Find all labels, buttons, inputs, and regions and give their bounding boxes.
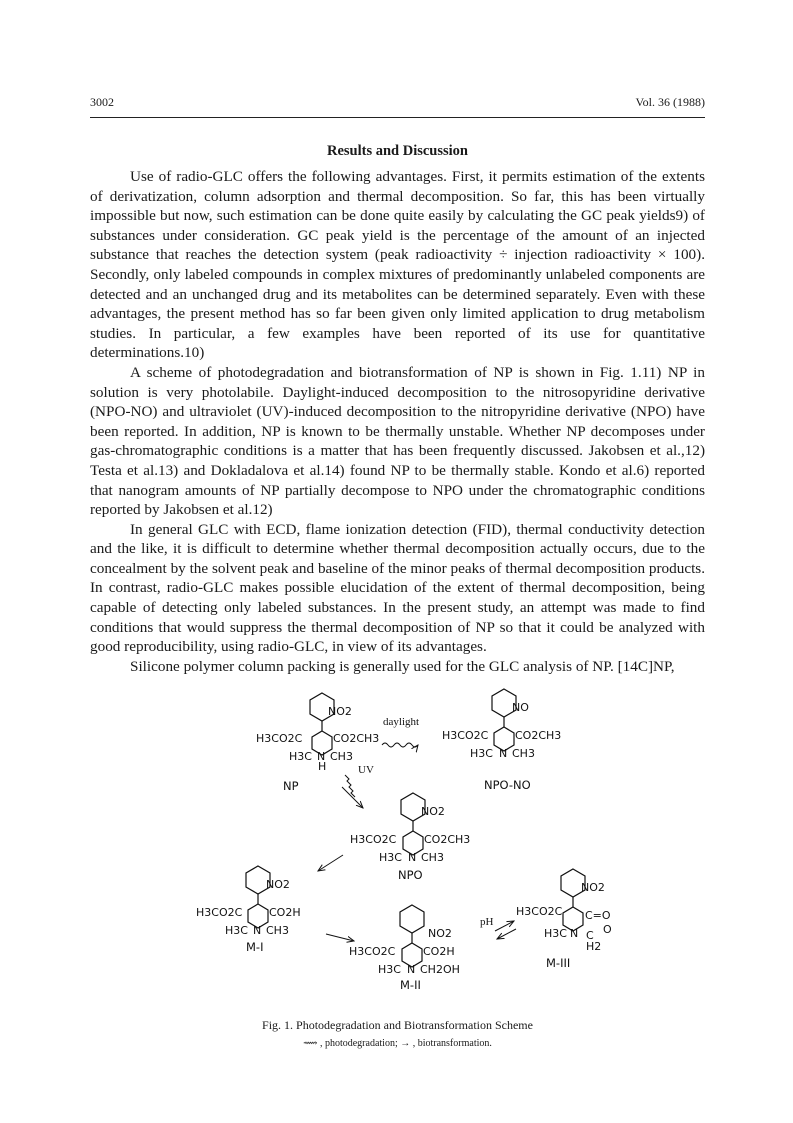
npo-ring-left: H3C (379, 851, 402, 864)
m1-to-m2-arrow (326, 934, 354, 941)
journal-volume: Vol. 36 (1988) (635, 95, 705, 109)
body-text (90, 167, 705, 676)
np-ring-h: H (318, 760, 327, 773)
np-ester-left: H3CO2C (256, 732, 303, 745)
np-substituent: NO2 (328, 705, 352, 718)
m3-lactone-o: O (603, 923, 612, 936)
npo-ring-right: CH3 (421, 851, 444, 864)
npo-label: NPO (398, 868, 423, 882)
npo-no-substituent: NO (512, 701, 529, 714)
npo-substituent: NO2 (421, 805, 445, 818)
m1-label: M-I (246, 940, 264, 954)
m3-lactone-h2: H2 (586, 940, 602, 953)
m2-ring-left: H3C (378, 963, 401, 976)
np-label: NP (283, 779, 299, 793)
m3-lactone-c: C (586, 929, 594, 942)
m1-ring-n: N (253, 924, 262, 937)
m1-substituent: NO2 (266, 878, 290, 891)
m3-substituent: NO2 (581, 881, 605, 894)
daylight-arrow (382, 716, 419, 747)
daylight-label: daylight (383, 716, 420, 728)
figure-legend: ⟿ , photodegradation; → , biotransformation. (303, 1038, 492, 1049)
m2-ring-right: CH2OH (420, 963, 460, 976)
section-title: Results and Discussion (326, 143, 468, 159)
m3-label: M-III (546, 956, 571, 970)
m1-ester-right: CO2H (269, 906, 301, 919)
npo-no-ring-right: CH3 (512, 747, 535, 760)
m3-ester-left: H3CO2C (516, 905, 563, 918)
page-number: 3002 (90, 95, 114, 109)
m2-substituent: NO2 (428, 927, 452, 940)
header-rule (90, 117, 705, 118)
np-ring-n: N (317, 750, 326, 763)
npo-ester-left: H3CO2C (350, 833, 397, 846)
scheme-figure (160, 683, 640, 993)
npo-no-label: NPO-NO (484, 778, 531, 792)
paragraph-2: A scheme of photodegradation and biotransformation of NP is shown in Fig. 1.11) NP in solution is very photolabile. Daylight-induced decomposition to the nitrosopyridine derivative (NPO-NO) and ultraviolet (UV)-induced decomposition to the nitropyridine derivative (NPO) have been reported. In addition, NP is known to be thermally unstable. Whether NP decomposes under gas-chromatographic conditions is a matter that has been frequently discussed. Jakobsen et al.,12) Testa et al.13) and Dokladalova et al.14) found NP to be thermally stable. Kondo et al.6) reported that nanogram amounts of NP partially decompose to NPO under the chromatographic conditions reported by Jakobsen et al.12) (90, 363, 705, 519)
compound-np (256, 693, 379, 793)
compound-npo-no (442, 689, 561, 792)
m3-ring-n: N (570, 927, 579, 940)
compound-m2 (349, 905, 460, 992)
npo-no-ring-n: N (499, 747, 508, 760)
ph-label: pH (480, 916, 494, 928)
compound-m1 (196, 866, 301, 954)
uv-arrow (342, 764, 374, 808)
m3-lactone-top: C=O (585, 909, 611, 922)
np-ring-left: H3C (289, 750, 312, 763)
paragraph-4: Silicone polymer column packing is generally used for the GLC analysis of NP. [14C]NP, (130, 657, 675, 675)
scheme-diagram (160, 683, 640, 993)
npo-ring-n: N (408, 851, 417, 864)
npo-to-m1-arrow (318, 855, 343, 871)
ph-equilibrium-arrows (480, 916, 516, 939)
compound-m3 (516, 869, 612, 970)
figure-caption: Fig. 1. Photodegradation and Biotransformation Scheme (262, 1018, 533, 1032)
npo-no-ring-left: H3C (470, 747, 493, 760)
paragraph-1: Use of radio-GLC offers the following advantages. First, it permits estimation of the extents of derivatization, column adsorption and thermal decomposition. So far, this has been virtually impossible but now, such estimation can be done quite easily by calculating the GC peak yields9) of substances under consideration. GC peak yield is the percentage of the amount of an injected substance that reaches the detection system (peak radioactivity ÷ injection radioactivity × 100). Secondly, only labeled compounds in complex mixtures of predominantly unlabeled components are detected and an unchanged drug and its metabolites can be determined separately. Even with these advantages, the present method has so far been given only limited application to drug metabolism studies. In particular, a few examples have been reported of its use for quantitative determinations.10) (90, 168, 705, 362)
paragraph-3: In general GLC with ECD, flame ionization detection (FID), thermal conductivity detection and the like, it is difficult to determine whether thermal decomposition actually occurs, due to the concealment by the solvent peak and baseline of the minor peaks of thermal decomposition products. In contrast, radio-GLC makes possible elucidation of the extent of thermal decomposition, being capable of detecting only labeled substances. In the present study, an attempt was made to find conditions that would suppress the thermal decomposition of NP so that it could be analyzed with good reproducibility, using radio-GLC, in view of its advantages. (90, 520, 705, 656)
m2-ester-left: H3CO2C (349, 945, 396, 958)
np-ester-right: CO2CH3 (333, 732, 380, 745)
npo-ester-right: CO2CH3 (424, 833, 471, 846)
uv-label: UV (358, 764, 374, 776)
m3-ring-left: H3C (544, 927, 567, 940)
compound-npo (350, 793, 470, 882)
m2-ester-right: CO2H (423, 945, 455, 958)
m1-ring-right: CH3 (266, 924, 289, 937)
m1-ring-left: H3C (225, 924, 248, 937)
npo-no-ester-right: CO2CH3 (515, 729, 562, 742)
m1-ester-left: H3CO2C (196, 906, 243, 919)
m2-label: M-II (400, 978, 421, 992)
np-ring-right: CH3 (330, 750, 353, 763)
m2-ring-n: N (407, 963, 416, 976)
npo-no-ester-left: H3CO2C (442, 729, 489, 742)
